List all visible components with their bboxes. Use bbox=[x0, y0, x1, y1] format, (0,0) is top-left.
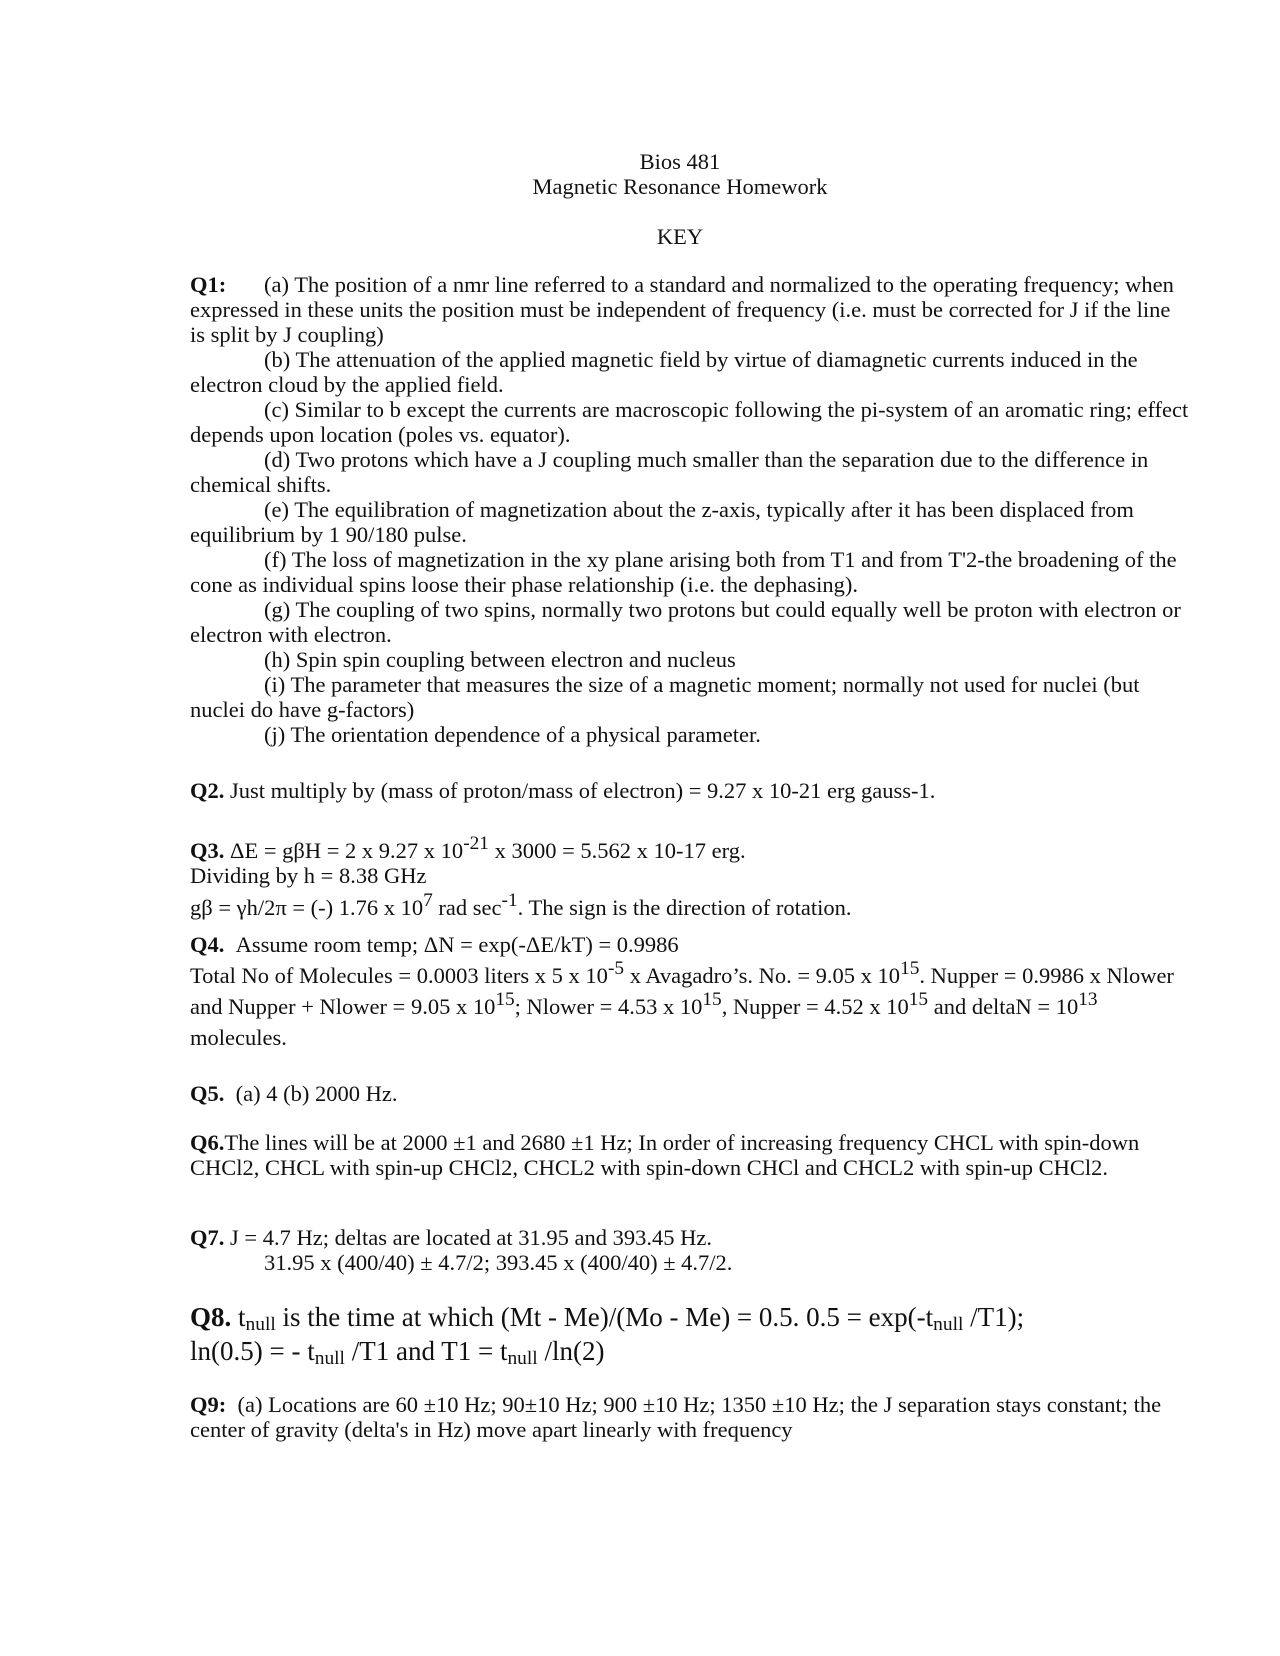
q6-answer bbox=[190, 1130, 1190, 1180]
q3-label: Q3. bbox=[190, 838, 225, 863]
q3-line3: gβ = γh/2π = (-) 1.76 x 10 bbox=[190, 895, 424, 920]
course-title: Bios 481 bbox=[639, 149, 721, 174]
document-title: Magnetic Resonance Homework bbox=[532, 174, 828, 199]
q1-part-e: (e) The equilibration of magnetization about the z-axis, typically after it has been displaced from equilibrium by 1 90/180 pulse. bbox=[190, 497, 1134, 547]
q2-text: Just multiply by (mass of proton/mass of electron) = 9.27 x 10-21 erg gauss-1. bbox=[230, 778, 936, 803]
q3-exponent: -21 bbox=[463, 833, 489, 855]
q1-part-i: (i) The parameter that measures the size of a magnetic moment; normally not used for nuclei (but nuclei do have g-factors) bbox=[190, 672, 1140, 722]
q4-paragraph: Total No of Molecules = 0.0003 liters x 5 x $10^{-5}$ x Avagadro’s. No. = 9.05 x $10^{15}$. Nupper = 0.9986 x Nlower and Nupper + Nlower = 9.05 x $10^{15}$; Nlower = 4.53 x $10^{15}$, Nupper = 4.52 x $10^{15}$ and deltaN = $10^{13}$ molecules. bbox=[190, 958, 1174, 1050]
q2-label: Q2. bbox=[190, 778, 225, 803]
q3-answer bbox=[190, 833, 1190, 920]
q1-part-j: (j) The orientation dependence of a physical parameter. bbox=[264, 722, 761, 747]
q9-text: (a) Locations are 60 ±10 Hz; 90±10 Hz; 900 ±10 Hz; 1350 ±10 Hz; the J separation stays constant; the center of gravity (delta's in Hz) move apart linearly with frequency bbox=[190, 1392, 1162, 1442]
q1-part-f: (f) The loss of magnetization in the xy plane arising both from T1 and from T'2-the broadening of the cone as individual spins loose their phase relationship (i.e. the dephasing). bbox=[190, 547, 1177, 597]
q3-line1: ΔE = gβH = 2 x 9.27 x 10 bbox=[230, 838, 464, 863]
q6-text: The lines will be at 2000 ±1 and 2680 ±1 Hz; In order of increasing frequency CHCL with spin-down CHCl2, CHCL with spin-up CHCl2, CHCL2 with spin-down CHCl and CHCL2 with spin-up CHCl2. bbox=[190, 1130, 1140, 1180]
q7-label: Q7. bbox=[190, 1225, 225, 1250]
q3-exponent-neg1: -1 bbox=[501, 890, 518, 912]
q5-text: (a) 4 (b) 2000 Hz. bbox=[235, 1081, 398, 1106]
q1-part-g: (g) The coupling of two spins, normally two protons but could equally well be proton with electron or electron with electron. bbox=[190, 597, 1181, 647]
q1-part-a bbox=[190, 272, 1190, 347]
q7-answer bbox=[190, 1225, 1190, 1275]
q3-line3-end: . The sign is the direction of rotation. bbox=[517, 895, 852, 920]
q4-answer bbox=[190, 932, 1190, 1053]
q6-label: Q6. bbox=[190, 1130, 225, 1155]
q8-answer: Q8. $t_{null}$ is the time at which (Mt - Me)/(Mo - Me) = 0.5. $0.5 = \exp(-t_{null}$ /T1); ln(0.5) = - $t_{null}$ /T1 and $T1 = t_{null}$ /ln(2) bbox=[190, 1302, 1025, 1369]
q1-a-text: (a) The position of a nmr line referred to a standard and normalized to the operating frequency; when expressed in these units the position must be independent of frequency (i.e. must be corrected for J if the line is split by J coupling) bbox=[190, 272, 1174, 347]
q2-answer bbox=[190, 778, 1190, 803]
q1-part-b: (b) The attenuation of the applied magnetic field by virtue of diamagnetic currents induced in the electron cloud by the applied field. bbox=[190, 347, 1138, 397]
q3-line3-mid: rad sec bbox=[432, 895, 502, 920]
q3-exponent-7: 7 bbox=[423, 890, 433, 912]
q1-part-c: (c) Similar to b except the currents are macroscopic following the pi-system of an aromatic ring; effect depends upon location (poles vs. equator). bbox=[190, 397, 1189, 447]
q9-answer bbox=[190, 1392, 1190, 1442]
q1-part-d: (d) Two protons which have a J coupling much smaller than the separation due to the difference in chemical shifts. bbox=[190, 447, 1149, 497]
q9-label: Q9: bbox=[190, 1392, 227, 1417]
q5-label: Q5. bbox=[190, 1081, 225, 1106]
q5-answer bbox=[190, 1081, 1190, 1106]
q1-part-h: (h) Spin spin coupling between electron and nucleus bbox=[264, 647, 736, 672]
q8-label: Q8. bbox=[190, 1302, 232, 1332]
q7-line2: 31.95 x (400/40) ± 4.7/2; 393.45 x (400/40) ± 4.7/2. bbox=[264, 1250, 733, 1275]
q7-line1: J = 4.7 Hz; deltas are located at 31.95 and 393.45 Hz. bbox=[230, 1225, 712, 1250]
q3-line2: Dividing by h = 8.38 GHz bbox=[190, 863, 427, 888]
q4-label: Q4. bbox=[190, 932, 225, 957]
q1-answer bbox=[190, 272, 1190, 747]
key-heading: KEY bbox=[656, 224, 704, 249]
q3-line1-end: x 3000 = 5.562 x 10-17 erg. bbox=[488, 838, 746, 863]
q4-line1: Assume room temp; ΔN = exp(-ΔE/kT) = 0.9986 bbox=[235, 932, 679, 957]
q1-label: Q1: bbox=[190, 272, 227, 297]
